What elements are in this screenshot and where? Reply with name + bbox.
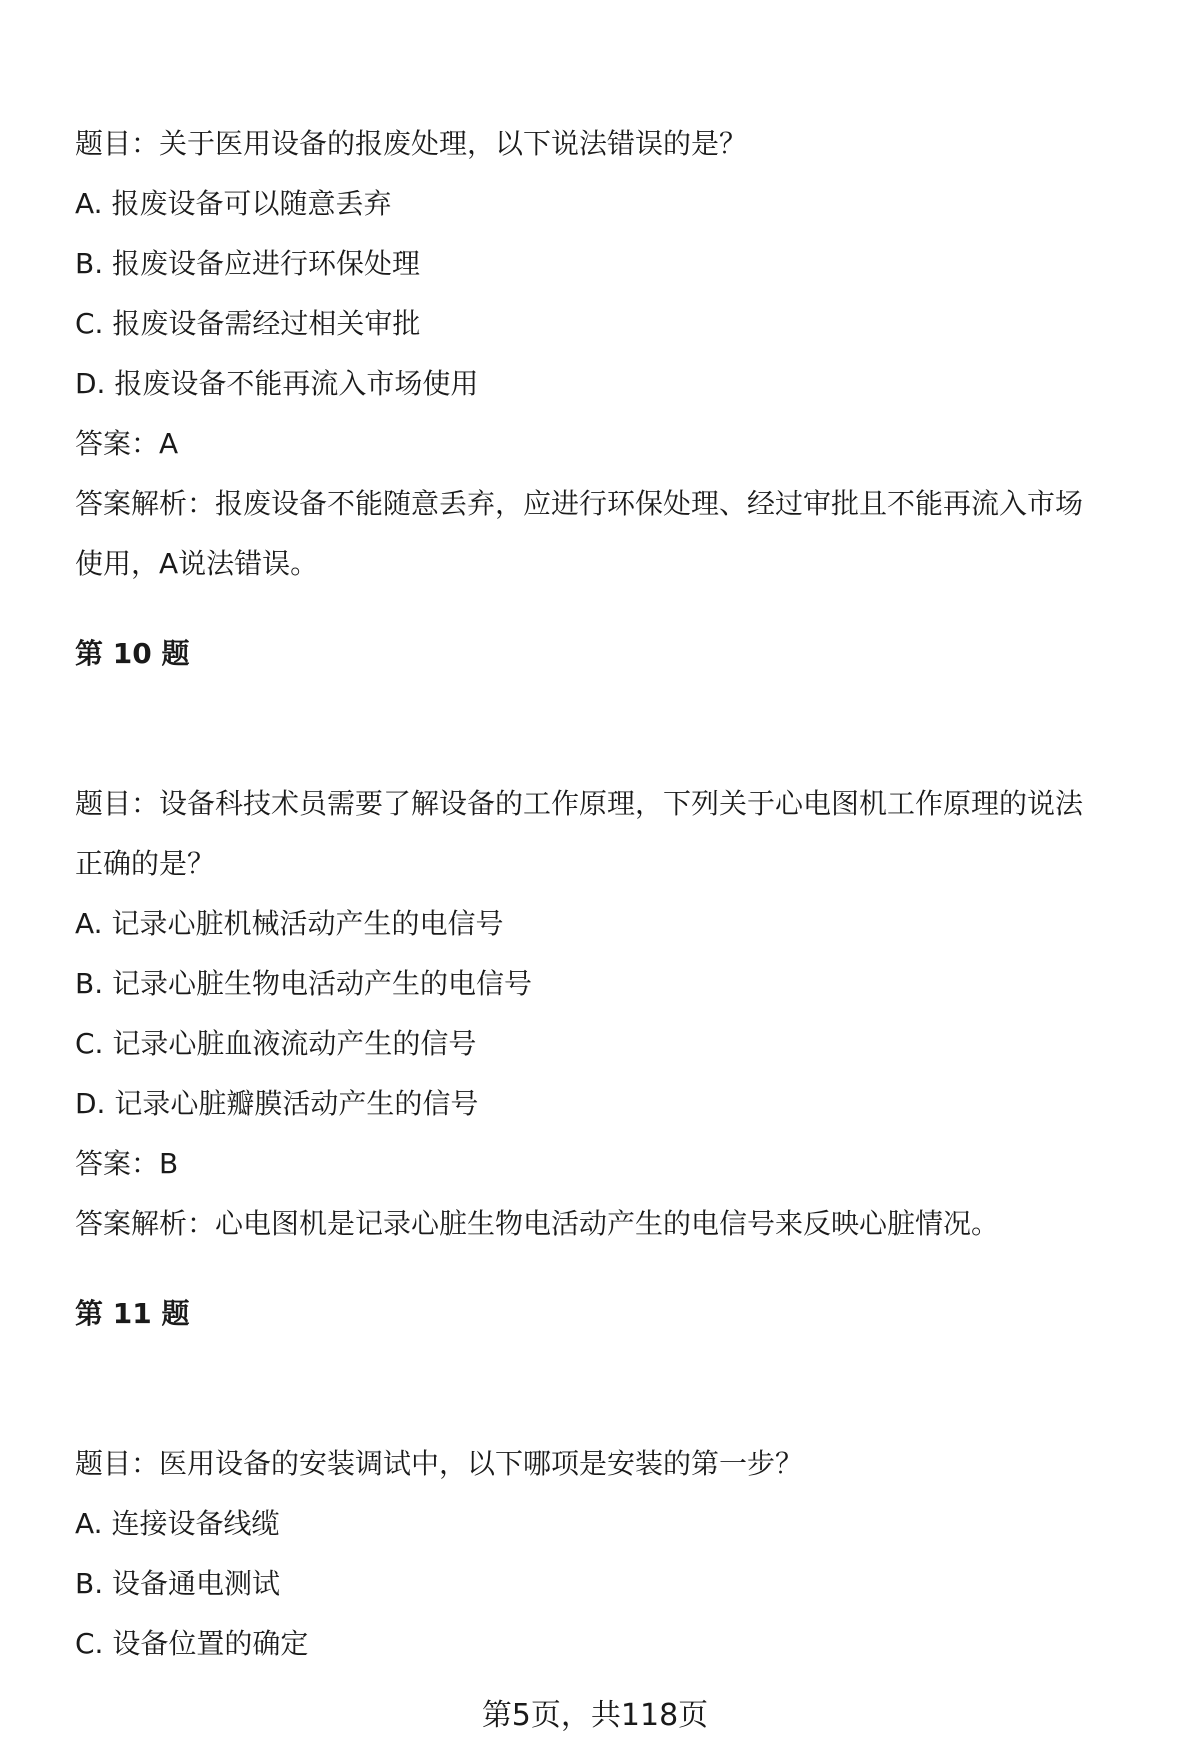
page-number: 第5页，共118页 [481, 1698, 709, 1733]
q10-stem-line2: 正确的是？ [75, 847, 216, 880]
q11-stem: 题目：医用设备的安装调试中，以下哪项是安装的第一步？ [75, 1447, 804, 1480]
q10-stem-line1: 题目：设备科技术员需要了解设备的工作原理，下列关于心电图机工作原理的说法 [75, 787, 1084, 820]
q9-option-b: B. 报废设备应进行环保处理 [75, 247, 421, 280]
q10-heading: 第 10 题 [75, 637, 190, 670]
q10-option-b: B. 记录心脏生物电活动产生的电信号 [75, 967, 533, 1000]
q9-option-d: D. 报废设备不能再流入市场使用 [75, 367, 479, 400]
q11-option-b: B. 设备通电测试 [75, 1567, 281, 1600]
q9-option-c: C. 报废设备需经过相关审批 [75, 307, 421, 340]
q11-heading: 第 11 题 [75, 1297, 190, 1330]
q9-analysis-line1: 答案解析：报废设备不能随意丢弃，应进行环保处理、经过审批且不能再流入市场 [75, 487, 1084, 520]
q9-stem: 题目：关于医用设备的报废处理，以下说法错误的是？ [75, 127, 748, 160]
q10-option-a: A. 记录心脏机械活动产生的电信号 [75, 907, 504, 940]
q9-analysis-line2: 使用，A说法错误。 [75, 547, 319, 580]
q10-option-c: C. 记录心脏血液流动产生的信号 [75, 1027, 477, 1060]
q10-answer: 答案：B [75, 1147, 179, 1180]
q10-option-d: D. 记录心脏瓣膜活动产生的信号 [75, 1087, 479, 1120]
q9-option-a: A. 报废设备可以随意丢弃 [75, 187, 392, 220]
q11-option-c: C. 设备位置的确定 [75, 1627, 309, 1660]
q10-analysis: 答案解析：心电图机是记录心脏生物电活动产生的电信号来反映心脏情况。 [75, 1207, 1000, 1240]
q11-option-a: A. 连接设备线缆 [75, 1507, 280, 1540]
q9-answer: 答案：A [75, 427, 179, 460]
